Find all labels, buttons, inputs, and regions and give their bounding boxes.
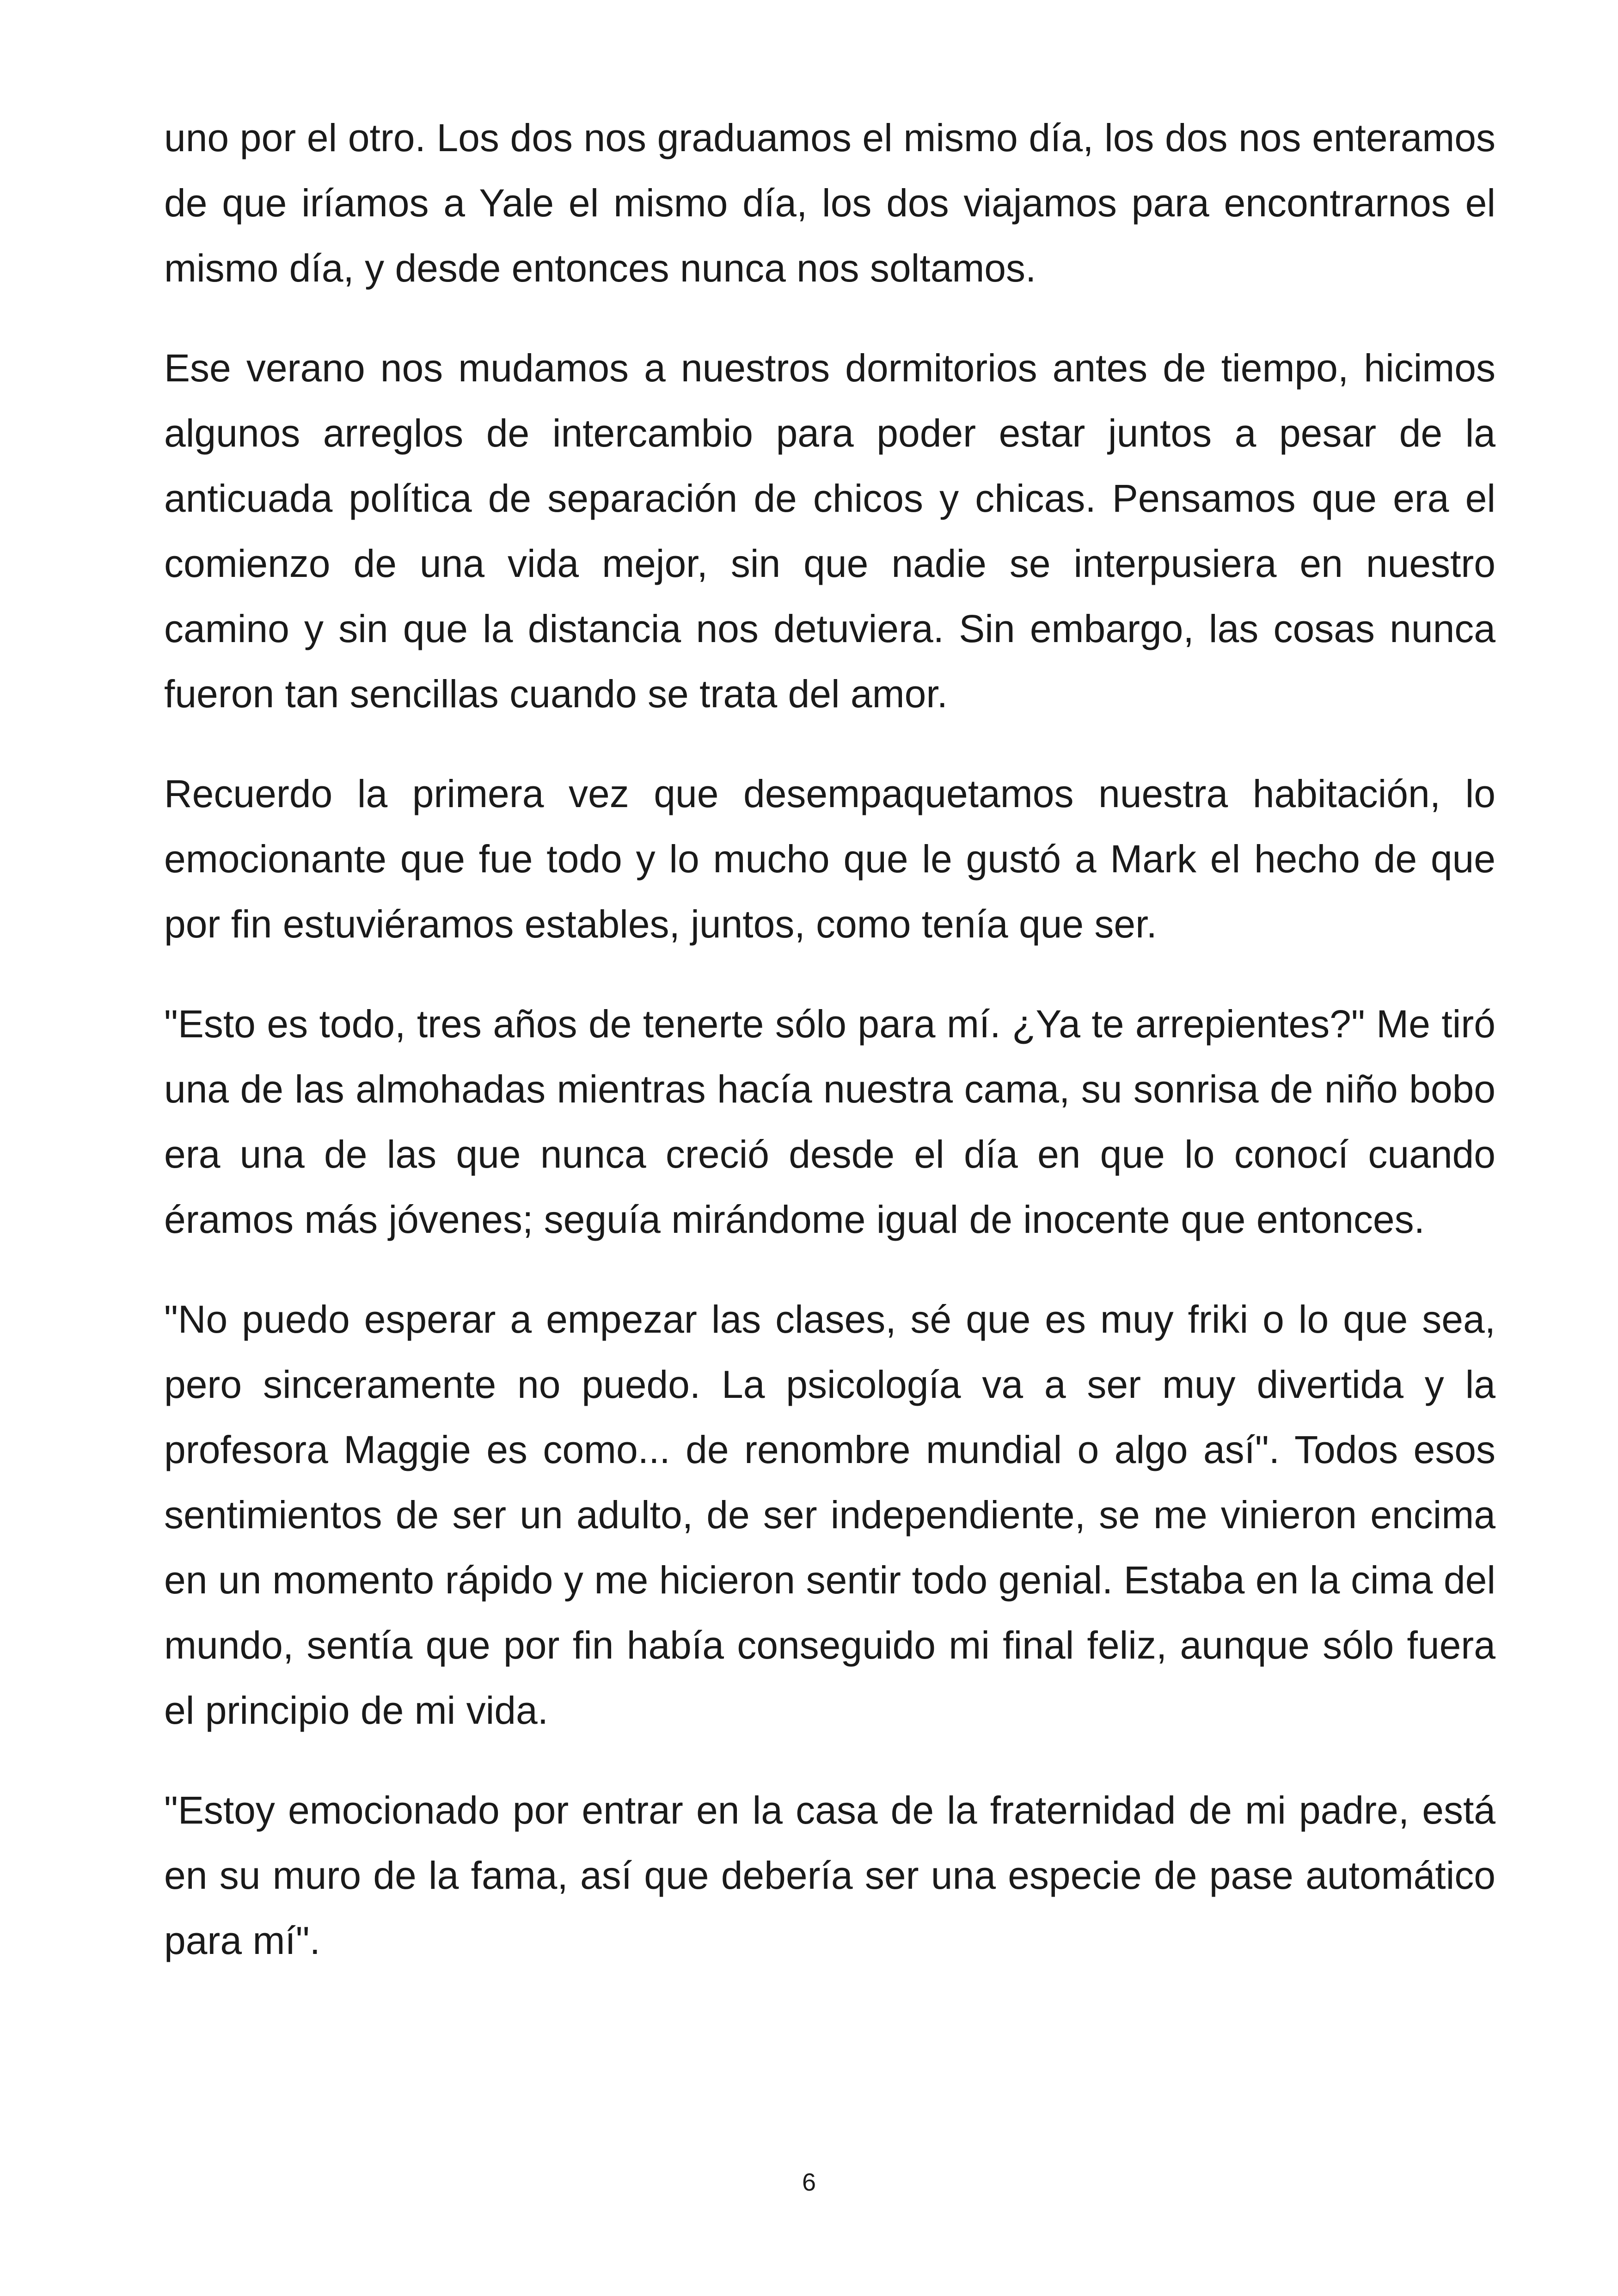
page-number: 6 [802,2168,816,2196]
paragraph-5: "No puedo esperar a empezar las clases, sé que es muy friki o lo que sea, pero sinceramente no puedo. La psicología va a ser muy divertida y la profesora Maggie es como... de renombre mundial o algo así". Todos esos sentimientos de ser un adulto, de ser independiente, se me vinieron encima en un momento rápido y me hicieron sentir todo genial. Estaba en la cima del mundo, sentía que por fin había conseguido mi final feliz, aunque sólo fuera el principio de mi vida. [164,1298,1495,1732]
paragraph-3: Recuerdo la primera vez que desempaquetamos nuestra habitación, lo emocionante que fue todo y lo mucho que le gustó a Mark el hecho de que por fin estuviéramos estables, juntos, como tenía que ser. [164,772,1495,946]
paragraph-1: uno por el otro. Los dos nos graduamos el mismo día, los dos nos enteramos de que iríamos a Yale el mismo día, los dos viajamos para encontrarnos el mismo día, y desde entonces nunca nos soltamos. [164,116,1495,290]
paragraph-4: "Esto es todo, tres años de tenerte sólo para mí. ¿Ya te arrepientes?" Me tiró una de las almohadas mientras hacía nuestra cama, su sonrisa de niño bobo era una de las que nunca creció desde el día en que lo conocí cuando éramos más jóvenes; seguía mirándome igual de inocente que entonces. [164,1002,1495,1241]
body-text [164,105,1495,2008]
paragraph-6: "Estoy emocionado por entrar en la casa de la fraternidad de mi padre, está en su muro de la fama, así que debería ser una especie de pase automático para mí". [164,1788,1495,1962]
paragraph-2: Ese verano nos mudamos a nuestros dormitorios antes de tiempo, hicimos algunos arreglos de intercambio para poder estar juntos a pesar de la anticuada política de separación de chicos y chicas. Pensamos que era el comienzo de una vida mejor, sin que nadie se interpusiera en nuestro camino y sin que la distancia nos detuviera. Sin embargo, las cosas nunca fueron tan sencillas cuando se trata del amor. [164,346,1495,716]
